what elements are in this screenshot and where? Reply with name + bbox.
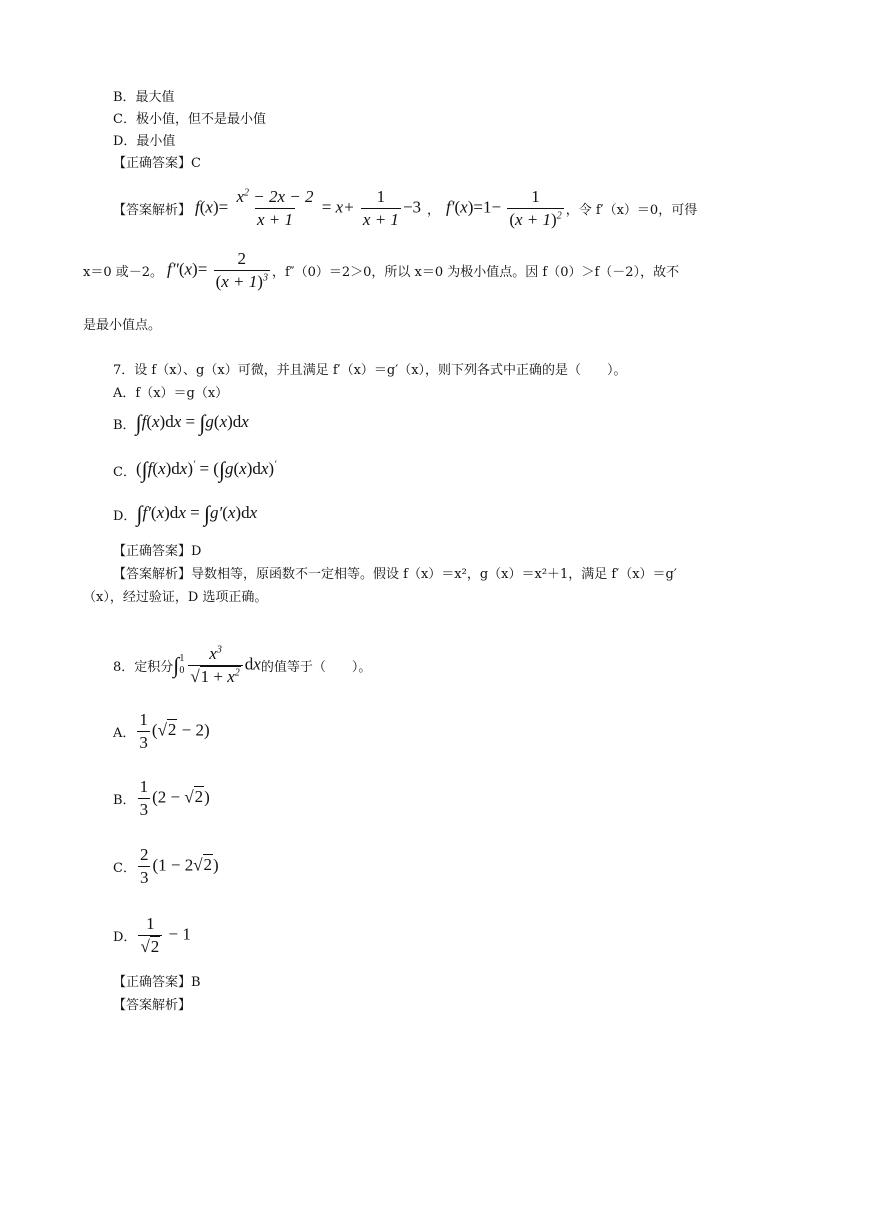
q8-stem (113, 640, 371, 690)
q8-option-d (113, 912, 191, 958)
q7-option-c-formula: (∫f(x)dx)′ = (∫g(x)dx)′ (135, 457, 277, 482)
q6-analysis-text-2-prefix: x＝0 或－2。 (83, 264, 164, 280)
q8-option-b-formula: $\frac{1}{3}$ (2 − √2) (139, 776, 210, 819)
q6-option-c: C．极小值，但不是最小值 (113, 112, 266, 127)
q8-option-a-label: A． (113, 725, 136, 741)
q7-stem: 7．设 f（x）、g（x）可微，并且满足 f′（x）＝g′（x），则下列各式中正确的是（ ）。 (113, 363, 627, 378)
q8-option-d-formula: $\frac{1}{√2}$ − 1 (140, 913, 191, 956)
q8-analysis-label: 【答案解析】 (113, 998, 192, 1013)
q6-option-d: D．最小值 (113, 134, 176, 149)
q6-option-b: B．最大值 (113, 90, 175, 105)
q7-option-d (113, 499, 257, 529)
q8-option-a-formula: $\frac{1}{3}$ (√2 − 2) (139, 709, 210, 752)
q6-analysis-line-2 (83, 244, 679, 296)
q7-analysis-text-2: （x），经过验证，D 选项正确。 (83, 590, 268, 605)
q6-answer: 【正确答案】C (113, 156, 201, 171)
q8-answer: 【正确答案】B (113, 975, 201, 990)
q7-answer: 【正确答案】D (113, 544, 202, 559)
q8-stem-suffix: 的值等于（ ）。 (260, 659, 372, 675)
q8-option-b (113, 775, 210, 821)
q6-analysis-text-2: ，f″（0）＝2＞0，所以 x＝0 为极小值点。因 f（0）＞f（－2），故不 (271, 264, 680, 280)
q7-option-b-formula: ∫f(x)dx = ∫g(x)dx (135, 410, 249, 435)
q6-formula-fdoubleprime: f″(x)= $\frac{2}{(x + 1)^3}$ (167, 248, 268, 291)
q7-option-c (113, 453, 276, 487)
q8-option-b-label: B． (113, 792, 136, 808)
q7-analysis-label: 【答案解析】 (113, 567, 192, 582)
q7-option-b-label: B． (113, 417, 136, 433)
q6-analysis-text-3: 是最小值点。 (83, 318, 162, 333)
q8-option-d-label: D． (113, 929, 137, 945)
q6-formula-fprime: f′(x)=1− $\frac{1}{(x + 1)^2}$ (446, 186, 562, 229)
q7-option-a: A．f（x）＝g（x） (113, 386, 229, 401)
q7-analysis-line-1 (113, 563, 677, 582)
q6-analysis-text-1: ，令 f′（x）＝0，可得 (565, 202, 698, 218)
q8-option-a (113, 708, 210, 754)
q7-option-c-label: C． (113, 464, 136, 480)
q8-option-c-label: C． (113, 860, 136, 876)
q6-formula-f: f(x)= $\frac{x^2 - 2x - 2}{x + 1}$ = x+ $\frac{1}{x + 1}$ −3 (195, 186, 422, 229)
q8-stem-prefix: 8．定积分 (113, 659, 174, 675)
q8-option-c-formula: $\frac{2}{3}$ (1 − 2√2) (139, 844, 219, 887)
q6-analysis-line-1: 【答案解析】 f(x)= $\frac{x^2 - 2x - 2}{x + 1}$ = x+ $\frac{1}{x + 1}$ −3 ， f′(x)=1− $\frac{1}{(x + 1)^2}$ ，令 f′（x）＝0，可得 (113, 186, 698, 229)
q7-option-b (113, 408, 249, 438)
q7-option-d-formula: ∫f′(x)dx = ∫g′(x)dx (136, 501, 258, 526)
q8-option-c (113, 843, 219, 889)
q6-analysis-label: 【答案解析】 (113, 202, 192, 218)
q7-analysis-text-1: 导数相等，原函数不一定相等。假设 f（x）＝x²，g（x）＝x²＋1，满足 f′（x）＝g′ (191, 567, 677, 582)
q8-integral-formula: ∫ 1 0 $\frac{x^3}{√1 + x^2}$ dx (173, 643, 261, 686)
q7-option-d-label: D． (113, 508, 137, 524)
